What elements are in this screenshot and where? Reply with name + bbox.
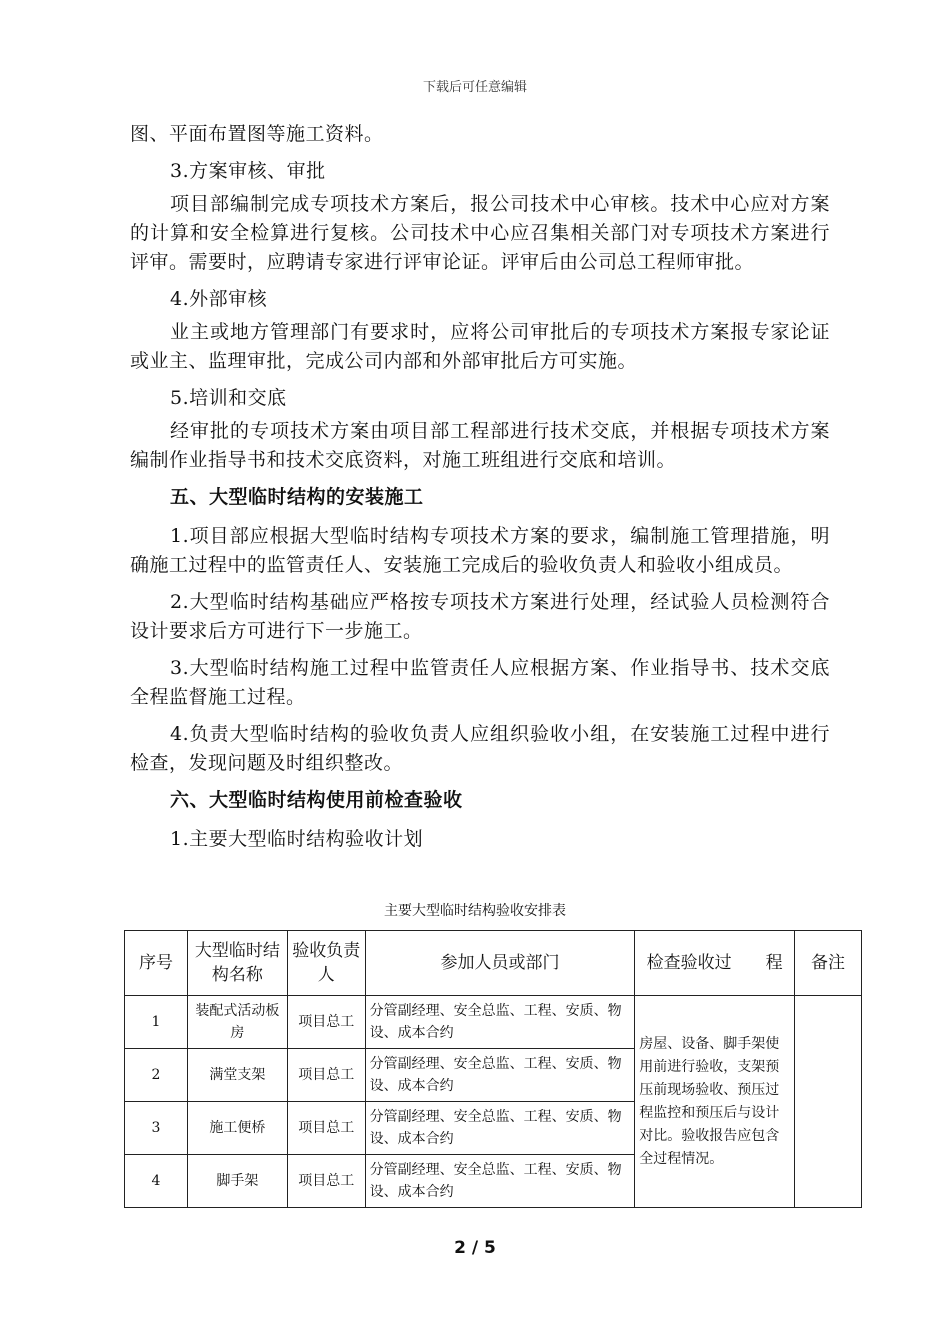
- section-heading-5: 五、大型临时结构的安装施工: [170, 486, 424, 508]
- table-header-row: [125, 931, 862, 996]
- cell-owner: 项目总工: [287, 996, 365, 1049]
- section-heading-6: 六、大型临时结构使用前检查验收: [170, 789, 463, 811]
- header-name: 大型临时结构名称: [187, 931, 287, 996]
- paragraph: 1.主要大型临时结构验收计划: [170, 828, 424, 850]
- paragraph: 经审批的专项技术方案由项目部工程部进行技术交底，并根据专项技术方案编制作业指导书和技术交底资料，对施工班组进行交底和培训。: [130, 420, 830, 471]
- header-remark: 备注: [795, 931, 862, 996]
- paragraph: 图、平面布置图等施工资料。: [130, 123, 384, 145]
- cell-name: 装配式活动板房: [187, 996, 287, 1049]
- table-row: [125, 996, 862, 1049]
- cell-remark: [795, 996, 862, 1208]
- paragraph: 1.项目部应根据大型临时结构专项技术方案的要求，编制施工管理措施，明确施工过程中的监管责任人、安装施工完成后的验收负责人和验收小组成员。: [130, 525, 830, 576]
- cell-seq: 1: [125, 996, 188, 1049]
- subheading-training: 5.培训和交底: [170, 387, 287, 409]
- cell-name: 满堂支架: [187, 1049, 287, 1102]
- cell-owner: 项目总工: [287, 1102, 365, 1155]
- cell-seq: 3: [125, 1102, 188, 1155]
- cell-owner: 项目总工: [287, 1155, 365, 1208]
- paragraph: 4.负责大型临时结构的验收负责人应组织验收小组，在安装施工过程中进行检查，发现问题及时组织整改。: [130, 723, 830, 774]
- cell-name: 脚手架: [187, 1155, 287, 1208]
- paragraph: 项目部编制完成专项技术方案后，报公司技术中心审核。技术中心应对方案的计算和安全检算进行复核。公司技术中心应召集相关部门对专项技术方案进行评审。需要时，应聘请专家进行评审论证。评审后由公司总工程师审批。: [130, 193, 830, 273]
- header-owner: 验收负责人: [287, 931, 365, 996]
- cell-process: 房屋、设备、脚手架使用前进行验收，支架预压前现场验收、预压过程监控和预压后与设计对比。验收报告应包含全过程情况。: [635, 996, 795, 1208]
- cell-seq: 2: [125, 1049, 188, 1102]
- cell-participants: 分管副经理、安全总监、工程、安质、物设、成本合约: [365, 1102, 635, 1155]
- cell-participants: 分管副经理、安全总监、工程、安质、物设、成本合约: [365, 1049, 635, 1102]
- header-note: 下载后可任意编辑: [422, 80, 527, 95]
- subheading-external-review: 4.外部审核: [170, 288, 268, 310]
- subheading-review: 3.方案审核、审批: [170, 160, 326, 182]
- cell-participants: 分管副经理、安全总监、工程、安质、物设、成本合约: [365, 1155, 635, 1208]
- paragraph: 3.大型临时结构施工过程中监管责任人应根据方案、作业指导书、技术交底全程监督施工过程。: [130, 657, 830, 708]
- header-participants: 参加人员或部门: [365, 931, 635, 996]
- header-seq: 序号: [125, 931, 188, 996]
- header-process: 检查验收过 程: [635, 931, 795, 996]
- paragraph: 2.大型临时结构基础应严格按专项技术方案进行处理，经试验人员检测符合设计要求后方可进行下一步施工。: [130, 591, 830, 642]
- paragraph: 业主或地方管理部门有要求时，应将公司审批后的专项技术方案报专家论证或业主、监理审批，完成公司内部和外部审批后方可实施。: [130, 321, 830, 372]
- document-body: [130, 120, 830, 862]
- table-caption: 主要大型临时结构验收安排表: [384, 903, 566, 919]
- cell-seq: 4: [125, 1155, 188, 1208]
- acceptance-table: [124, 930, 862, 1208]
- page-number: 2 / 5: [454, 1238, 496, 1258]
- cell-participants: 分管副经理、安全总监、工程、安质、物设、成本合约: [365, 996, 635, 1049]
- cell-owner: 项目总工: [287, 1049, 365, 1102]
- cell-name: 施工便桥: [187, 1102, 287, 1155]
